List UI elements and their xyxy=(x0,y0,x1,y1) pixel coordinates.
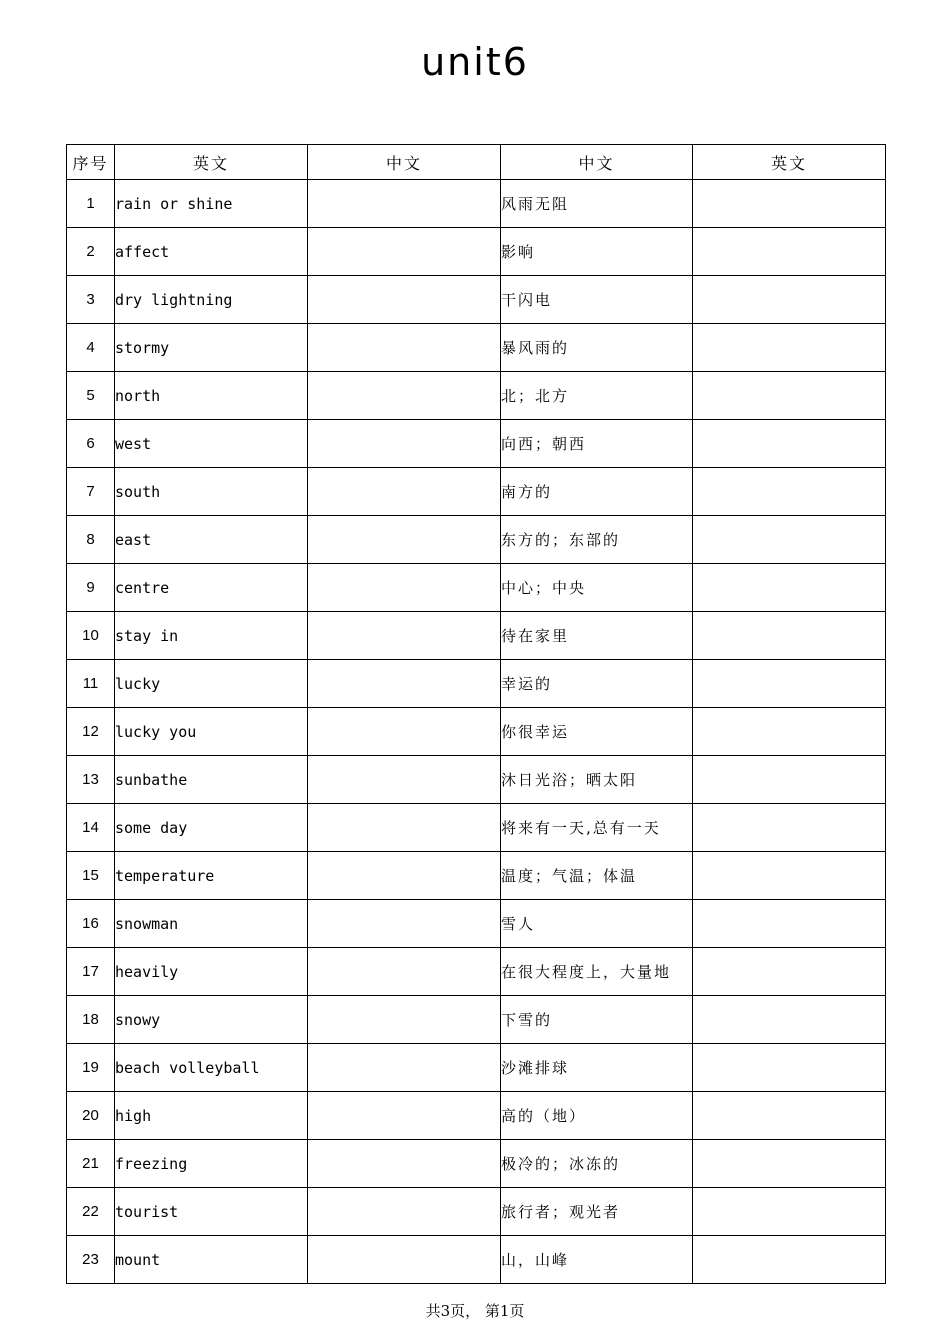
english-answer-cell[interactable] xyxy=(693,996,886,1044)
row-number: 6 xyxy=(67,420,115,468)
row-number: 16 xyxy=(67,900,115,948)
chinese-meaning: 雪人 xyxy=(501,900,693,948)
english-answer-cell[interactable] xyxy=(693,1236,886,1284)
english-word: beach volleyball xyxy=(115,1044,308,1092)
chinese-answer-cell[interactable] xyxy=(308,564,501,612)
english-answer-cell[interactable] xyxy=(693,468,886,516)
chinese-answer-cell[interactable] xyxy=(308,372,501,420)
english-word: rain or shine xyxy=(115,180,308,228)
row-number: 8 xyxy=(67,516,115,564)
row-number: 19 xyxy=(67,1044,115,1092)
chinese-meaning: 极冷的；冰冻的 xyxy=(501,1140,693,1188)
table-row xyxy=(67,756,886,804)
chinese-answer-cell[interactable] xyxy=(308,756,501,804)
chinese-meaning: 待在家里 xyxy=(501,612,693,660)
chinese-answer-cell[interactable] xyxy=(308,948,501,996)
row-number: 12 xyxy=(67,708,115,756)
english-word: freezing xyxy=(115,1140,308,1188)
english-word: snowy xyxy=(115,996,308,1044)
english-answer-cell[interactable] xyxy=(693,708,886,756)
header-chinese-1: 中文 xyxy=(308,145,501,180)
english-word: affect xyxy=(115,228,308,276)
chinese-answer-cell[interactable] xyxy=(308,324,501,372)
page-title: unit6 xyxy=(421,40,529,84)
english-answer-cell[interactable] xyxy=(693,756,886,804)
table-row xyxy=(67,900,886,948)
chinese-meaning: 沐日光浴；晒太阳 xyxy=(501,756,693,804)
english-answer-cell[interactable] xyxy=(693,1092,886,1140)
chinese-meaning: 向西；朝西 xyxy=(501,420,693,468)
chinese-meaning: 温度；气温；体温 xyxy=(501,852,693,900)
row-number: 17 xyxy=(67,948,115,996)
row-number: 22 xyxy=(67,1188,115,1236)
chinese-answer-cell[interactable] xyxy=(308,660,501,708)
english-word: tourist xyxy=(115,1188,308,1236)
table-row xyxy=(67,372,886,420)
chinese-answer-cell[interactable] xyxy=(308,708,501,756)
english-answer-cell[interactable] xyxy=(693,804,886,852)
table-row xyxy=(67,1188,886,1236)
table-row xyxy=(67,564,886,612)
english-word: stay in xyxy=(115,612,308,660)
chinese-answer-cell[interactable] xyxy=(308,1236,501,1284)
row-number: 1 xyxy=(67,180,115,228)
table-row xyxy=(67,1092,886,1140)
row-number: 20 xyxy=(67,1092,115,1140)
english-word: snowman xyxy=(115,900,308,948)
english-answer-cell[interactable] xyxy=(693,516,886,564)
table-row xyxy=(67,948,886,996)
chinese-answer-cell[interactable] xyxy=(308,516,501,564)
chinese-meaning: 山，山峰 xyxy=(501,1236,693,1284)
row-number: 18 xyxy=(67,996,115,1044)
row-number: 9 xyxy=(67,564,115,612)
chinese-answer-cell[interactable] xyxy=(308,276,501,324)
english-word: south xyxy=(115,468,308,516)
row-number: 4 xyxy=(67,324,115,372)
row-number: 21 xyxy=(67,1140,115,1188)
chinese-meaning: 在很大程度上，大量地 xyxy=(501,948,693,996)
chinese-answer-cell[interactable] xyxy=(308,468,501,516)
row-number: 13 xyxy=(67,756,115,804)
table-row xyxy=(67,708,886,756)
header-english-1: 英文 xyxy=(115,145,308,180)
english-answer-cell[interactable] xyxy=(693,420,886,468)
chinese-meaning: 北；北方 xyxy=(501,372,693,420)
english-word: north xyxy=(115,372,308,420)
english-answer-cell[interactable] xyxy=(693,276,886,324)
english-word: lucky you xyxy=(115,708,308,756)
chinese-meaning: 旅行者；观光者 xyxy=(501,1188,693,1236)
chinese-answer-cell[interactable] xyxy=(308,900,501,948)
row-number: 7 xyxy=(67,468,115,516)
chinese-answer-cell[interactable] xyxy=(308,228,501,276)
english-answer-cell[interactable] xyxy=(693,1044,886,1092)
chinese-meaning: 风雨无阻 xyxy=(501,180,693,228)
english-word: some day xyxy=(115,804,308,852)
english-word: temperature xyxy=(115,852,308,900)
english-answer-cell[interactable] xyxy=(693,900,886,948)
row-number: 2 xyxy=(67,228,115,276)
chinese-meaning: 南方的 xyxy=(501,468,693,516)
english-answer-cell[interactable] xyxy=(693,948,886,996)
table-row xyxy=(67,1044,886,1092)
chinese-meaning: 幸运的 xyxy=(501,660,693,708)
table-row xyxy=(67,468,886,516)
english-answer-cell[interactable] xyxy=(693,1140,886,1188)
table-header-row xyxy=(67,145,886,180)
chinese-meaning: 东方的；东部的 xyxy=(501,516,693,564)
row-number: 10 xyxy=(67,612,115,660)
english-word: mount xyxy=(115,1236,308,1284)
table-row xyxy=(67,804,886,852)
english-word: dry lightning xyxy=(115,276,308,324)
page-footer: 共3页， 第1页 xyxy=(425,1302,525,1320)
english-word: high xyxy=(115,1092,308,1140)
english-answer-cell[interactable] xyxy=(693,324,886,372)
chinese-meaning: 你很幸运 xyxy=(501,708,693,756)
chinese-answer-cell[interactable] xyxy=(308,612,501,660)
english-answer-cell[interactable] xyxy=(693,612,886,660)
chinese-meaning: 干闪电 xyxy=(501,276,693,324)
chinese-meaning: 将来有一天,总有一天 xyxy=(501,804,693,852)
header-english-2: 英文 xyxy=(693,145,886,180)
chinese-meaning: 影响 xyxy=(501,228,693,276)
english-word: west xyxy=(115,420,308,468)
english-answer-cell[interactable] xyxy=(693,852,886,900)
table-row xyxy=(67,276,886,324)
chinese-answer-cell[interactable] xyxy=(308,420,501,468)
row-number: 14 xyxy=(67,804,115,852)
table-row xyxy=(67,1140,886,1188)
table-row xyxy=(67,1236,886,1284)
chinese-answer-cell[interactable] xyxy=(308,180,501,228)
english-answer-cell[interactable] xyxy=(693,180,886,228)
english-word: heavily xyxy=(115,948,308,996)
vocabulary-table xyxy=(66,144,886,1284)
row-number: 23 xyxy=(67,1236,115,1284)
english-word: sunbathe xyxy=(115,756,308,804)
chinese-meaning: 下雪的 xyxy=(501,996,693,1044)
row-number: 3 xyxy=(67,276,115,324)
chinese-answer-cell[interactable] xyxy=(308,1188,501,1236)
english-answer-cell[interactable] xyxy=(693,564,886,612)
table-row xyxy=(67,660,886,708)
english-word: stormy xyxy=(115,324,308,372)
english-answer-cell[interactable] xyxy=(693,372,886,420)
row-number: 11 xyxy=(67,660,115,708)
table-row xyxy=(67,180,886,228)
header-chinese-2: 中文 xyxy=(501,145,693,180)
chinese-meaning: 暴风雨的 xyxy=(501,324,693,372)
table-row xyxy=(67,612,886,660)
row-number: 5 xyxy=(67,372,115,420)
chinese-answer-cell[interactable] xyxy=(308,1140,501,1188)
chinese-answer-cell[interactable] xyxy=(308,852,501,900)
english-answer-cell[interactable] xyxy=(693,1188,886,1236)
chinese-answer-cell[interactable] xyxy=(308,804,501,852)
header-index: 序号 xyxy=(67,145,115,180)
row-number: 15 xyxy=(67,852,115,900)
table-row xyxy=(67,324,886,372)
chinese-answer-cell[interactable] xyxy=(308,1092,501,1140)
english-word: east xyxy=(115,516,308,564)
chinese-meaning: 沙滩排球 xyxy=(501,1044,693,1092)
table-row xyxy=(67,516,886,564)
table-row xyxy=(67,228,886,276)
english-word: centre xyxy=(115,564,308,612)
table-row xyxy=(67,996,886,1044)
chinese-meaning: 中心；中央 xyxy=(501,564,693,612)
english-answer-cell[interactable] xyxy=(693,228,886,276)
table-row xyxy=(67,420,886,468)
english-answer-cell[interactable] xyxy=(693,660,886,708)
chinese-answer-cell[interactable] xyxy=(308,996,501,1044)
chinese-meaning: 高的（地） xyxy=(501,1092,693,1140)
table-row xyxy=(67,852,886,900)
english-word: lucky xyxy=(115,660,308,708)
chinese-answer-cell[interactable] xyxy=(308,1044,501,1092)
